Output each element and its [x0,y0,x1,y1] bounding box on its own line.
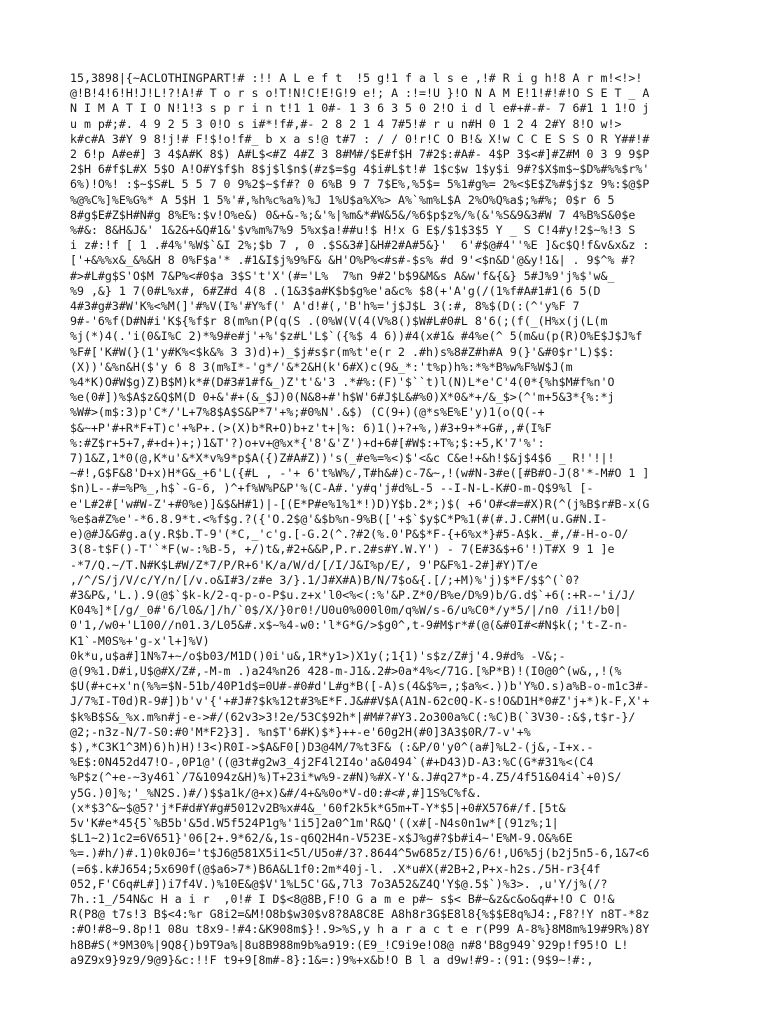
text-line: K1`-M0S%+'g-x'l+]%V) [70,633,210,648]
text-line: 4#3#g#3#W'K%<%M(]'#%V(I%'#Y%f(' A'd!#(,'B'h%='j$J$L 3(:#, 8%$(D(:(^'y%F 7 [70,299,580,314]
text-line: e)@#J&G#g.a(y.R$b.T-9'(*C,_'c'g.[-G.2(^.?#2(%.0'P&$*F-{+6%x*}#5-A$k._#,/#-H-o-O/ [70,527,629,542]
text-line: %#&: 8&H&J&' 1&2&+&Q#1&'$v%m%7%9 5%x$a!##u!$ H!x G E$/$1$3$5 Y _ S C!4#y!2$~%!3 S [70,223,636,238]
text-line: $),*C3K1^3M)6)h)H)!3<)R0I->$A&F0[)D3@4M/7%t3F& (:&P/0'y0^(a#]%L2-(j&,-I+x.- [70,739,594,754]
text-line: -*7/Q.~/T.N#K$L#W/Z*7/P/R+6'K/a/W/d/[/I/J&I%p/E/, 9'P&F%1-2#]#Y)T/e [70,557,538,572]
text-line: 7)1&Z,1*0(@,K*u'&*X*v%9*p$A({)Z#A#Z))'s(_#e%=%<)$'<&c C&e!+&h!$&j$4$6 _ R!'!|! [70,451,615,466]
text-line: 0k*u,u$a#]1N%7+~/o$b03/M1D()0i'u&,1R*y1>)X1y(;1{1)'s$z/Z#j'4.9#d% -V&;- [70,648,566,663]
text-line: ~#!,G$F&8'D+x)H*G&_+6'L({#L , -'+ 6't%W%/,T#h&#)c-7&~,!(w#N-3#e([#B#O-J(8'*-M#O 1 ] [70,466,650,481]
text-line: 9#-'6%f(D#N#i'K${%f$r 8(m%n(P(q(S .(0%W(V(4(V%8()$W#L#0#L 8'6(;(f(_(H%x(j(L(m [70,314,608,329]
text-line: $L1~2)1c2=6V651}'06[2+.9*62/&,1s-q6Q2H4n-V523E-x$J%g#?$b#i4~'E%M-9.O&%6E [70,831,573,846]
text-line: %E$:0N452d47!O-,0P1@'((@3t#g2w3_4j2F4l2I4o'a&0494`(#+D43)D-A3:%C(G*#31%<(C4 [70,755,594,770]
text-line: e'L#2#['w#W-Z'+#0%e)]&$&H#1)|-[(E*P#e%1%1*!)D)Y$b.2*;)$( +6'O#<#=#X)R(^(j%B$r#B-x(G [70,496,650,511]
text-line: 15,3898|{~ACLOTHINGPART!# :!! A L e f t !5 g!1 f a l s e ,!# R i g h!8 A r m!<!>! [70,71,643,85]
text-line: u m p#;#. 4 9 2 5 3 0!O s i#*!f#,#- 2 8 2 1 4 7#5!# r u n#H 0 1 2 4 2#Y 8!O w!> [70,116,622,131]
binary-text-dump [70,71,710,968]
text-line: %=.)#h/)#.1)0k0J6='t$J6@581X5i1<5l/U5o#/3?.8644^5w685z/I5)6/6!,U6%5j(b2j5n5-6,1&7<6 [70,846,650,861]
text-line: @2;-n3z-N/7-S0:#0'M*F2}3]. %n$T'6#K)$*}++-e'60g2H(#0]3A3$0R/7-v'+% [70,724,531,739]
text-line: %@%C%]%E%G%* A 5$H 1 5%'#,%h%c%a%)%J 1%U$a%X%> A%`%m%L$A 2%O%Q%a$;%#%; 0$r 6 5 [70,192,615,207]
text-line: K04%]*[/g/_0#'6/l0&/]/h/`0$/X/}0r0!/U0u0%000l0m/q%W/s-6/u%C0*/y*5/|/n0 /i1!/b0| [70,603,622,618]
text-line: @!B!4!6!H!J!L!?!A!# T o r s o!T!N!C!E!G!9 e!; A :!=!U }!O N A M E!1!#!#!O S E T _ A [70,86,650,101]
text-line: $n)L--#=%P%_,h$`-G-6, )^+f%W%P&P'%(C-A#.'y#q'j#d%L-5 --I-N-L-K#O-m-Q$9%l [- [70,481,594,496]
text-line: 2$H 6#f$L#X 5$O A!O#Y$f$h 8$j$l$n$(#z$=$g 4$i#L$t!# 1$c$w 1$y$i 9#?$X$m$~$D%#%%$r%' [70,162,650,177]
text-line: $U(#+c+x'n(%%=$N-51b/40P1d$=0U#-#0#d'L#g*B([-A)s(4&$%=,;$a%<.))b'Y%O.s)a%B-o-m1c3#- [70,679,650,694]
text-line: a9Z9x9}9z9/9@9}&c:!!F t9+9[8m#-8}:1&=:)9%+x&b!O B l a d9w!#9-:(91:(9$9~!#:, [70,952,594,967]
text-line: k#c#A 3#Y 9 8!j!# F!$!o!f#_ b x a s!@ t#7 : / / 0!r!C O B!& X!w C C E S S O R Y##!# [70,131,650,146]
text-line: %9 ,&} 1 7(0#L%x#, 6#Z#d 4(8 .(1&3$a#K$b$g%e'a&c% $8(+'A'g(/(1%f#A#1#1(6 5(D [70,283,601,298]
text-line: ['+&%%x&_&%&H 8 0%F$a'* .#1&I$j%9%F& &H'O%P%<#s#-$s% #d 9'<$n&D'@&y!1&| . 9$^% #? [70,253,636,268]
text-line: %e(0#])%$A$z&Q$M(D 0+&'#+(&_$J)0(N&8+#'h$W'6#J$L&#%0)X*0&*+/&_$>(^'m+5&3*{%:*j [70,390,615,405]
text-line: %4*K)O#W$g)Z)B$M)k*#(D#3#1#f&_)Z't'&'3 .*#%:(F)'$``t)l(N)L*e'C'4(0*{%h$M#f%n'O [70,375,615,390]
text-line: $&~+P'#+R*F+T)c'+%P+.(>(X)b*R+O)b+z't+|%: 6)1()+?+%,)#3+9+*+G#,,#(I%F [70,420,552,435]
text-line: %W#>(m$:3)p'C*/'L+7%8$A$S&P*7'+%;#0%N'.&$) (C(9+)(@*s%E%E'y)1(o(Q(-+ [70,405,545,420]
text-line: #>#L#g$S'O$M 7&P%<#0$a 3$S't'X'(#='L% 7%n 9#2'b$9&M&s A&w'f&{&} 5#J%9'j%$'w&_ [70,268,615,283]
text-line: %j(*)4(.'i(0&I%C 2)*%9#e#j'+%'$z#L'L$`({%$ 4 6))#4(x#1& #4%e(^ 5(m&u(p(R)O%E$J$J%f [70,329,643,344]
text-line: %e$a#Z%e'-*6.8.9*t.<%f$g.?({'O.2$@'&$b%n-9%B(['+$`$y$C*P%1(#(#.J.C#M(u.G#N.I- [70,511,608,526]
text-line: 5v'K#e*45{5`%B5b'&5d.W5f524P1g%'1i5]2a0^1m'R&Q'((x#[-N4s0n1w*[(91z%;1| [70,815,559,830]
text-line: %F#['K#W(}(1'y#K%<$k&% 3 3)d)+)_$j#s$r(m%t'e(r 2 .#h)s%8#Z#h#A 9(}'&#0$r'L)$$: [70,344,615,359]
text-line: 7h.:1_/54N&c H a i r ,0!# I D$<8@8B,F!O G a m e p#~ s$< B#~&z&c&o&q#+!O C O!& [70,891,615,906]
text-line: J/7%I-T0d)R-9#])b'v'{'+#J#?$k%12t#3%E*F.J&##V$A(A1N-62c0Q-K-s!O&D1H*0#Z'j+*)k-F,X'+ [70,694,650,709]
text-line: #3&P&,'L.).9(@$`$k-k/2-q-p-o-P$u.z+x'l0<%<(:%'&P.Z*0/B%e/D%9)b/G.d$`+6(:+R-~'i/J/ [70,587,636,602]
text-line: %:#Z$r+5+7,#+d+)+;)1&T'?)o+v+@%x*{'8'&'Z')+d+6#[#W$:+T%;$:+5,K'7'%': [70,435,545,450]
text-line: i z#:!f [ 1 .#4%'%W$`&I 2%;$b 7 , 0 .$S&3#]&H#2#A#5&}' 6'#$@#4''%E ]&c$Q!f&v&x&z : [70,238,650,253]
text-line: (=6$.k#J654;5x690f(@$a6>7*)B6A&L1f0:2m*40j-l. .X*u#X(#2B+2,P+x-h2s./5H-r3{4f [70,861,601,876]
text-line: R(P8@ t7s!3 B$<4:%r G8i2=&M!O8b$w30$v8?8A8C8E A8h8r3G$E8l8{%$$E8q%J4:,F8?!Y n8T-*8z [70,907,650,922]
text-line: 2 6!p A#e#] 3 4$A#K 8$) A#L$<#Z 4#Z 3 8#M#/$E#f$H 7#2$:#A#- 4$P 3$<#]#Z#M 0 3 9 9$P [70,147,650,162]
text-line: 3(8-t$F()-T'`*F(w-:%B-5, +/)t&,#2+&&P,P.r.2#s#Y.W.Y') - 7(E#3&$+6'!)T#X 9 1 ]e [70,542,615,557]
text-line: 0'1,/w0+'L100//n01.3/L05&#.x$~%4-w0:'l*G*G/>$g0^,t-9#M$r*#(@(&#0I#<#N$k(;'t-Z-n- [70,618,629,633]
text-line: 8#g$E#Z$H#N#g 8%E%:$v!O%e&) 0&+&-%;&'%|%m&*#W&5&/%6$p$z%/%(&'%S&9&3#W 7 4%B%S&0$e [70,207,636,222]
text-line: 052,F'C6q#L#])i7f4V.)%10E&@$V'1%L5C'G&,7l3 7o3A52&Z4Q'Y$@.5$`)%3>. ,u'Y/j%(/? [70,876,608,891]
text-line: :#O!#8~9.8p!1 08u t8x9-!#4:&K908m$}!.9>%S,y h a r a c t e r(P99 A-8%}8M8m%19#9R%)8Y [70,922,650,937]
text-line: (x*$3^&~$@5?'j*F#d#Y#g#5012v2B%x#4&_'60f2k5k*G5m+T-Y*$5|+0#X576#/f.[5t& [70,800,566,815]
text-line: %P$z(^+e-~3y461`/7&1094z&H)%)T+23i*w%9-z#N)%#X-Y'&.J#q27*p-4.Z5/4f51&04i4`+0)S/ [70,770,622,785]
text-line: ,/^/S/j/V/c/Y/n/[/v.o&I#3/z#e 3/}.1/J#X#A)B/N/7$o&{.[/;+M)%'j)$*F/$$^(`0? [70,572,580,587]
text-line: y5G.)0]%;'_%N2S.)#/)$$a1k/@+x)&#/4+&%0o*V-d0:#<#,#]1S%C%f&. [70,785,482,800]
text-line: h8B#S(*9M30%|9Q8{)b9T9a%|8u8B988m9b%a919:(E9_!C9i9e!O8@ n#8'B8g949`929p!f95!O L! [70,937,629,952]
text-line: N I M A T I O N!1!3 s p r i n t!1 1 0#- 1 3 6 3 5 0 2!O i d l e#+#-#- 7 6#1 1 1!O j [70,101,650,116]
text-line: 6%)!O%! :$~$S#L 5 5 7 0 9%2$~$f#? 0 6%B 9 7 7$E%,%5$= 5%1#g%= 2%<$E$Z%#$j$z 9%:$@$P [70,177,650,192]
text-line: @(9%1.D#i,U$@#X/Z#,-M-m .)a24%n26 428-m-J1&.2#>0a*4%</71G.[%P*B)!(I0@0^(w&,,!(% [70,663,622,678]
text-line: (X))'&%n&H($'y 6 8 3(m%I*-'g*/'&*2&H(k'6#X)c(9&_*:'t%p)h%:*%*B%w%F%W$J(m [70,359,573,374]
text-line: $k%B$S&_%x.m%n#j-e->#/(62v3>3!2e/53C$92h*|#M#?#Y3.2o300a%C(:%C)B(`3V30-:&$,t$r-}/ [70,709,636,724]
